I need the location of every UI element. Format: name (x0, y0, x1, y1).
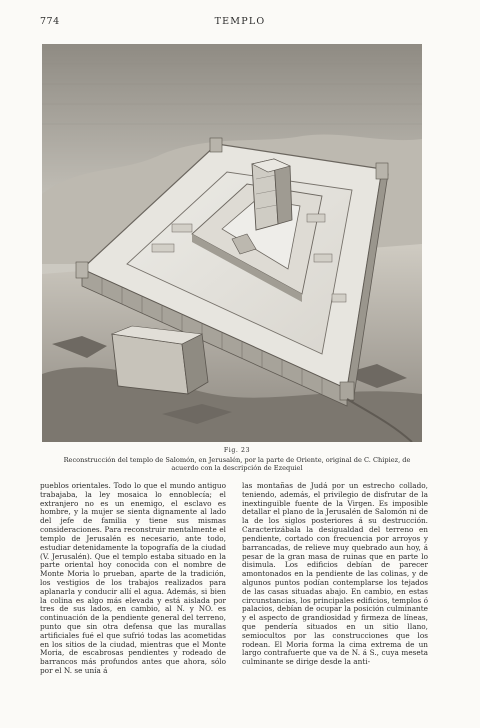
body-text (40, 482, 428, 710)
figure-label: Fig. 23 (223, 447, 251, 454)
running-head: TEMPLO (214, 16, 266, 27)
paragraph: las montañas de Judá por un estrecho collado, teniendo, además, el privilegio de disfrutar de la inextinguible fuente de la Virgen. Es imposible detallar el plano de la Jerusalén de Salomón ni de la de los siglos posteriores á su destrucción. Caracterizábala la desigualdad del terreno en pendiente, cortado con frecuencia por arroyos y barrancadas, de relieve muy quebrado aun hoy, á pesar de la gran masa de ruinas que en parte lo disimula. Los edificios debían de parecer amontonados en la pendiente de las colinas, y de algunos puntos podían contemplarse los tejados de las casas situadas abajo. En cambio, en estas circunstancias, los principales edificios, templos ó palacios, debían de ocupar la posición culminante y el aspecto de grandiosidad y firmeza de líneas, que pendería situados en un sitio llano, semiocultos por las construcciones que los rodean. El Moria forma la cima extrema de un largo contrafuerte que va de N. á S., cuya meseta culminante se dirige desde la anti- (242, 481, 428, 667)
page-number: 774 (40, 16, 60, 27)
text-column-right (242, 482, 428, 667)
temple-reconstruction-illustration (42, 44, 422, 442)
paragraph: pueblos orientales. Todo lo que el mundo antiguo trabajaba, la ley mosaica lo ennoblecía; el extranjero no es un enemigo, el esclavo es hombre, y la mujer se sienta dignamente al lado del jefe de familia y tiene sus mismas consideraciones. Para reconstruir mentalmente el templo de Jerusalén es necesario, ante todo, estudiar detenidamente la topografía de la ciudad (V. Jerusalén). Que el templo estaba situado en la parte oriental hoy conocida con el nombre de Monte Moria lo prueban, aparte de la tradición, los vestigios de los trabajos realizados para aplanarla y conducir allí el agua. Además, si bien la colina es algo más elevada y está aislada por tres de sus lados, en cambio, al N. y NO. es continuación de la pendiente general del terreno, punto que sin otra defensa que las murallas artificiales fué el que sufrió todas las acometidas en los sitios de la ciudad, mientras que el Monte Moria, de escabrosas pendientes y rodeado de barrancos más profundos antes que ahora, sólo por el N. se unía á (40, 481, 226, 676)
page-header (40, 16, 440, 30)
figure-caption: Reconstrucción del templo de Salomón, en Jerusalén, por la parte de Oriente, original de C. Chipiez, de acuerdo con la descripción de Ezequiel (63, 456, 411, 473)
temple-engraving (42, 44, 422, 442)
text-column-left (40, 482, 226, 676)
